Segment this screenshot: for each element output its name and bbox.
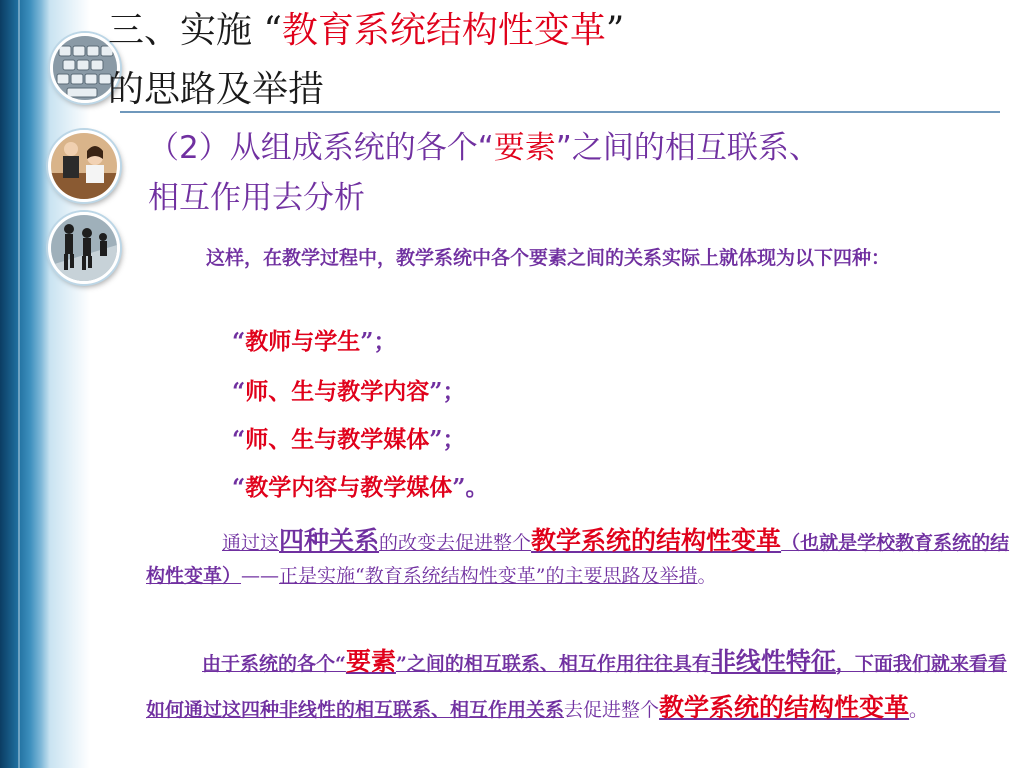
- para2-text-a: 由于系统的各个“: [202, 653, 346, 675]
- subtitle-prefix: （2）从组成系统的各个“: [148, 130, 494, 166]
- para1-text-a: 通过这: [222, 532, 280, 554]
- left-gradient-fade: [50, 0, 90, 768]
- quote-open: “: [232, 474, 246, 501]
- relation-item-1: [232, 326, 396, 358]
- subtitle-line2: 相互作用去分析: [148, 180, 365, 216]
- para2-text-d: 去促进整个: [564, 699, 660, 721]
- quote-open: “: [232, 378, 246, 405]
- intro-paragraph: 这样，在教学过程中，教学系统中各个要素之间的关系实际上就体现为以下四种：: [206, 247, 891, 269]
- para1-text-d: 正是实施“教育系统结构性变革”的主要思路及举措: [279, 565, 698, 587]
- subtitle-line1: [148, 128, 820, 168]
- para1-text-b: 的改变去促进整个: [379, 532, 532, 554]
- para1-emphasis-reform: 教学系统的结构性变革: [531, 526, 782, 555]
- title-highlight: 教育系统结构性变革: [281, 10, 606, 51]
- para1-text-c: （也就是学校教育系统的结构性变革）: [146, 532, 1010, 587]
- para2-emphasis-elements: 要素: [345, 647, 396, 676]
- band-highlight-line: [18, 0, 20, 768]
- relation-text: 教师与学生: [245, 329, 361, 355]
- quote-close: ”；: [429, 426, 466, 453]
- title-suffix: ”: [605, 10, 625, 51]
- para2-text-b: ”之间的相互联系、相互作用往往具有: [395, 653, 711, 675]
- conclusion-paragraph: [146, 524, 1016, 593]
- quote-open: “: [232, 328, 246, 355]
- para1-period: 。: [697, 565, 717, 587]
- title-prefix: 三、实施 “: [108, 10, 282, 51]
- nonlinear-paragraph: [146, 640, 1016, 732]
- relation-text: 师、生与教学媒体: [245, 427, 430, 453]
- quote-close: ”；: [429, 378, 466, 405]
- relation-item-4: [232, 472, 488, 504]
- quote-close: ”。: [452, 474, 489, 501]
- business-people-photo-icon: [48, 130, 120, 202]
- relation-text: 教学内容与教学媒体: [245, 475, 453, 501]
- para1-dash: ——: [241, 565, 280, 587]
- relation-item-3: [232, 424, 465, 456]
- quote-close: ”；: [360, 328, 397, 355]
- slide-title-line2: 的思路及举措: [108, 69, 325, 110]
- relation-item-2: [232, 376, 465, 408]
- para2-text-c: ，下面我们就来看看如何通过这四种非线性的相互联系、相互作用关系: [146, 653, 1007, 721]
- walking-people-photo-icon: [48, 212, 120, 284]
- para2-emphasis-reform: 教学系统的结构性变革: [659, 693, 910, 722]
- para1-emphasis-relations: 四种关系: [279, 526, 380, 555]
- relation-text: 师、生与教学内容: [245, 379, 430, 405]
- subtitle-highlight: 要素: [493, 130, 556, 166]
- quote-open: “: [232, 426, 246, 453]
- title-divider: [120, 111, 1000, 113]
- slide-title-line1: [108, 10, 624, 52]
- para2-period: 。: [909, 699, 929, 721]
- left-decorative-band: [0, 0, 50, 768]
- para2-emphasis-nonlinear: 非线性特征: [710, 647, 836, 676]
- subtitle-suffix: ”之间的相互联系、: [555, 130, 820, 166]
